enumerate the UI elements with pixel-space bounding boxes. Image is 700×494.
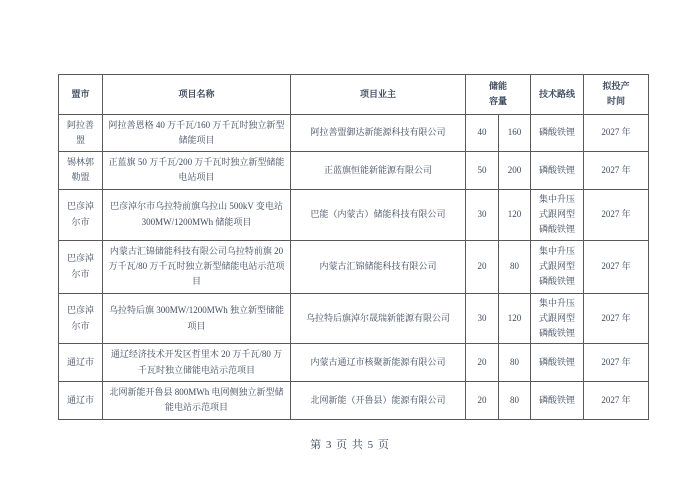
table-row — [59, 189, 649, 240]
project-table — [58, 74, 649, 420]
table-header — [59, 75, 649, 115]
cell-production-date: 2027 年 — [584, 382, 649, 420]
cell-tech-route: 磷酸铁锂 — [531, 114, 584, 152]
table-row — [59, 240, 649, 293]
cell-tech-route: 集中升压式跟网型磷酸铁锂 — [531, 189, 584, 240]
cell-tech-route: 磷酸铁锂 — [531, 382, 584, 420]
cell-project-name: 巴彦淖尔市乌拉特前旗乌拉山 500kV 变电站 300MW/1200MWh 储能项目 — [103, 189, 291, 240]
cell-tech-route: 集中升压式跟网型磷酸铁锂 — [531, 240, 584, 293]
cell-capacity-energy: 160 — [499, 114, 531, 152]
table-row — [59, 382, 649, 420]
cell-capacity-power: 20 — [466, 344, 499, 382]
cell-capacity-energy: 80 — [499, 382, 531, 420]
cell-production-date: 2027 年 — [584, 114, 649, 152]
cell-tech-route: 集中升压式跟网型磷酸铁锂 — [531, 293, 584, 344]
cell-project-name: 阿拉善恩格 40 万千瓦/160 万千瓦时独立新型储能项目 — [103, 114, 291, 152]
cell-production-date: 2027 年 — [584, 344, 649, 382]
cell-capacity-power: 50 — [466, 152, 499, 190]
cell-city: 通辽市 — [59, 344, 103, 382]
cell-capacity-energy: 80 — [499, 240, 531, 293]
cell-project-name: 通辽经济技术开发区哲里木 20 万千瓦/80 万千瓦时独立储能电站示范项目 — [103, 344, 291, 382]
cell-project-owner: 北网新能（开鲁县）能源有限公司 — [291, 382, 466, 420]
table-row — [59, 114, 649, 152]
cell-capacity-power: 20 — [466, 382, 499, 420]
header-date-label: 拟投产时间 — [602, 81, 630, 107]
cell-project-owner: 巴能（内蒙古）储能科技有限公司 — [291, 189, 466, 240]
table-body — [59, 114, 649, 419]
cell-capacity-power: 20 — [466, 240, 499, 293]
cell-capacity-power: 30 — [466, 293, 499, 344]
cell-production-date: 2027 年 — [584, 152, 649, 190]
cell-project-name: 乌拉特后旗 300MW/1200MWh 独立新型储能项目 — [103, 293, 291, 344]
cell-project-owner: 内蒙古汇锦储能科技有限公司 — [291, 240, 466, 293]
cell-capacity-power: 40 — [466, 114, 499, 152]
cell-capacity-energy: 200 — [499, 152, 531, 190]
cell-capacity-energy: 120 — [499, 293, 531, 344]
cell-project-owner: 内蒙古通辽市核聚新能源有限公司 — [291, 344, 466, 382]
cell-project-name: 正蓝旗 50 万千瓦/200 万千瓦时独立新型储能电站项目 — [103, 152, 291, 190]
cell-project-owner: 正蓝旗恒能新能源有限公司 — [291, 152, 466, 190]
cell-production-date: 2027 年 — [584, 293, 649, 344]
table-row — [59, 152, 649, 190]
header-capacity-label: 储能容量 — [489, 81, 508, 107]
cell-capacity-energy: 120 — [499, 189, 531, 240]
page-number-indicator: 第 3 页 共 5 页 — [310, 439, 390, 451]
cell-city: 巴彦淖尔市 — [59, 189, 103, 240]
cell-project-owner: 阿拉善盟御达新能源科技有限公司 — [291, 114, 466, 152]
header-owner: 项目业主 — [291, 75, 466, 115]
cell-project-name: 北网新能开鲁县 800MWh 电网侧独立新型储能电站示范项目 — [103, 382, 291, 420]
header-date — [584, 75, 649, 115]
cell-city: 巴彦淖尔市 — [59, 240, 103, 293]
cell-tech-route: 磷酸铁锂 — [531, 344, 584, 382]
header-project: 项目名称 — [103, 75, 291, 115]
table-header-row — [59, 75, 649, 115]
header-capacity — [466, 75, 531, 115]
cell-project-name: 内蒙古汇锦储能科技有限公司乌拉特前旗 20 万千瓦/80 万千瓦时独立新型储能电站示范项目 — [103, 240, 291, 293]
header-city: 盟市 — [59, 75, 103, 115]
table-row — [59, 293, 649, 344]
cell-city: 锡林郭勒盟 — [59, 152, 103, 190]
cell-city: 通辽市 — [59, 382, 103, 420]
cell-city: 阿拉善盟 — [59, 114, 103, 152]
cell-capacity-energy: 80 — [499, 344, 531, 382]
cell-tech-route: 磷酸铁锂 — [531, 152, 584, 190]
header-tech: 技术路线 — [531, 75, 584, 115]
cell-city: 巴彦淖尔市 — [59, 293, 103, 344]
cell-production-date: 2027 年 — [584, 189, 649, 240]
table-row — [59, 344, 649, 382]
cell-production-date: 2027 年 — [584, 240, 649, 293]
cell-project-owner: 乌拉特后旗淖尔晟瑞新能源有限公司 — [291, 293, 466, 344]
cell-capacity-power: 30 — [466, 189, 499, 240]
